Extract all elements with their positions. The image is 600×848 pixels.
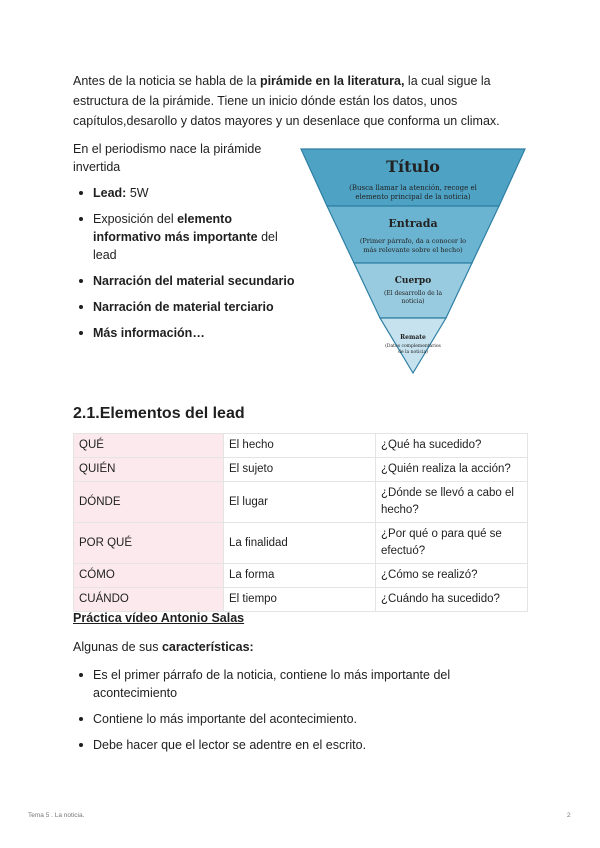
pyramid-desc-titulo: elemento principal de la noticia) — [355, 193, 471, 201]
table-cell-element: El sujeto — [224, 458, 376, 482]
table-cell-element: El tiempo — [224, 588, 376, 612]
list-item: Contiene lo más importante del acontecimiento. — [73, 710, 513, 728]
table-cell-element: La finalidad — [224, 523, 376, 564]
table-cell-question: ¿Por qué o para qué se efectuó? — [376, 523, 528, 564]
lead-section — [73, 140, 303, 350]
pyramid-title-titulo: Título — [386, 157, 440, 176]
practice-video-link[interactable]: Práctica vídeo Antonio Salas — [73, 611, 245, 625]
table-row — [74, 482, 528, 523]
characteristics-list — [73, 666, 513, 762]
table-row — [74, 588, 528, 612]
lead-list-item — [73, 210, 303, 264]
table-cell-question: ¿Dónde se llevó a cabo el hecho? — [376, 482, 528, 523]
lead-list-item — [73, 298, 303, 316]
lead-item-bold: Más información… — [93, 326, 205, 340]
table-cell-element: El hecho — [224, 434, 376, 458]
pyramid-desc-titulo: (Busca llamar la atención, recoge el — [349, 184, 477, 192]
table-cell-question: ¿Cómo se realizó? — [376, 564, 528, 588]
characteristics-intro — [73, 640, 254, 654]
list-item: Debe hacer que el lector se adentre en el escrito. — [73, 736, 513, 754]
pyramid-level-entrada — [327, 206, 499, 263]
pyramid-title-remate: Remate — [400, 334, 426, 341]
lead-item-bold: elemento informativo más importante — [93, 212, 258, 244]
inverted-pyramid-diagram — [300, 147, 526, 375]
footer-page-number: 2 — [567, 812, 571, 819]
characteristics-prefix: Algunas de sus — [73, 640, 162, 654]
pyramid-title-entrada: Entrada — [388, 217, 438, 230]
pyramid-desc-cuerpo: noticia) — [401, 298, 425, 305]
intro-text-2: la cual sigue la estructura de la pirámide. Tiene un inicio dónde están los datos, unos capítulos,desarollo y datos mayores y un desenlace que conforma un climax. — [73, 74, 500, 128]
lead-list-item — [73, 184, 303, 202]
lead-item-text: Exposición del — [93, 212, 178, 226]
characteristics-bold: características: — [161, 640, 254, 654]
lead-item-bold: Lead: — [93, 186, 127, 200]
table-cell-element: La forma — [224, 564, 376, 588]
table-cell-question: ¿Quién realiza la acción? — [376, 458, 528, 482]
lead-item-text: del lead — [93, 230, 278, 262]
lead-elements-table — [73, 433, 528, 612]
pyramid-desc-entrada: más relevante sobre el hecho) — [363, 246, 463, 254]
footer-chapter-label: Tema 5 . La noticia. — [28, 812, 85, 819]
list-item: Es el primer párrafo de la noticia, contiene lo más importante del acontecimiento — [73, 666, 513, 702]
intro-bold: pirámide en la literatura, — [259, 74, 405, 88]
table-row — [74, 458, 528, 482]
intro-text-1: Antes de la noticia se habla de la — [73, 74, 260, 88]
lead-list-item — [73, 324, 303, 342]
table-cell-key: POR QUÉ — [74, 523, 224, 564]
table-cell-key: QUIÉN — [74, 458, 224, 482]
lead-item-bold: Narración de material terciario — [93, 300, 274, 314]
table-cell-question: ¿Cuándo ha sucedido? — [376, 588, 528, 612]
lead-item-bold: Narración del material secundario — [93, 274, 295, 288]
pyramid-svg — [300, 147, 526, 375]
table-row — [74, 523, 528, 564]
table-cell-question: ¿Qué ha sucedido? — [376, 434, 528, 458]
pyramid-desc-entrada: (Primer párrafo, da a conocer lo — [359, 237, 467, 245]
table-cell-key: CUÁNDO — [74, 588, 224, 612]
table-cell-key: QUÉ — [74, 434, 224, 458]
pyramid-title-cuerpo: Cuerpo — [394, 276, 432, 286]
table-cell-key: CÓMO — [74, 564, 224, 588]
pyramid-desc-remate: de la noticia) — [398, 350, 428, 355]
table-cell-element: El lugar — [224, 482, 376, 523]
lead-list — [73, 184, 303, 342]
pyramid-desc-cuerpo: (El desarrollo de la — [383, 290, 443, 297]
intro-paragraph — [73, 71, 533, 131]
lead-item-text: 5W — [126, 186, 149, 200]
section-heading: 2.1.Elementos del lead — [73, 405, 245, 422]
table-cell-key: DÓNDE — [74, 482, 224, 523]
lead-list-item — [73, 272, 303, 290]
lead-intro-text: En el periodismo nace la pirámide invertida — [73, 142, 262, 174]
table-row — [74, 434, 528, 458]
table-row — [74, 564, 528, 588]
pyramid-desc-remate: (Datos complementarios — [385, 344, 441, 349]
